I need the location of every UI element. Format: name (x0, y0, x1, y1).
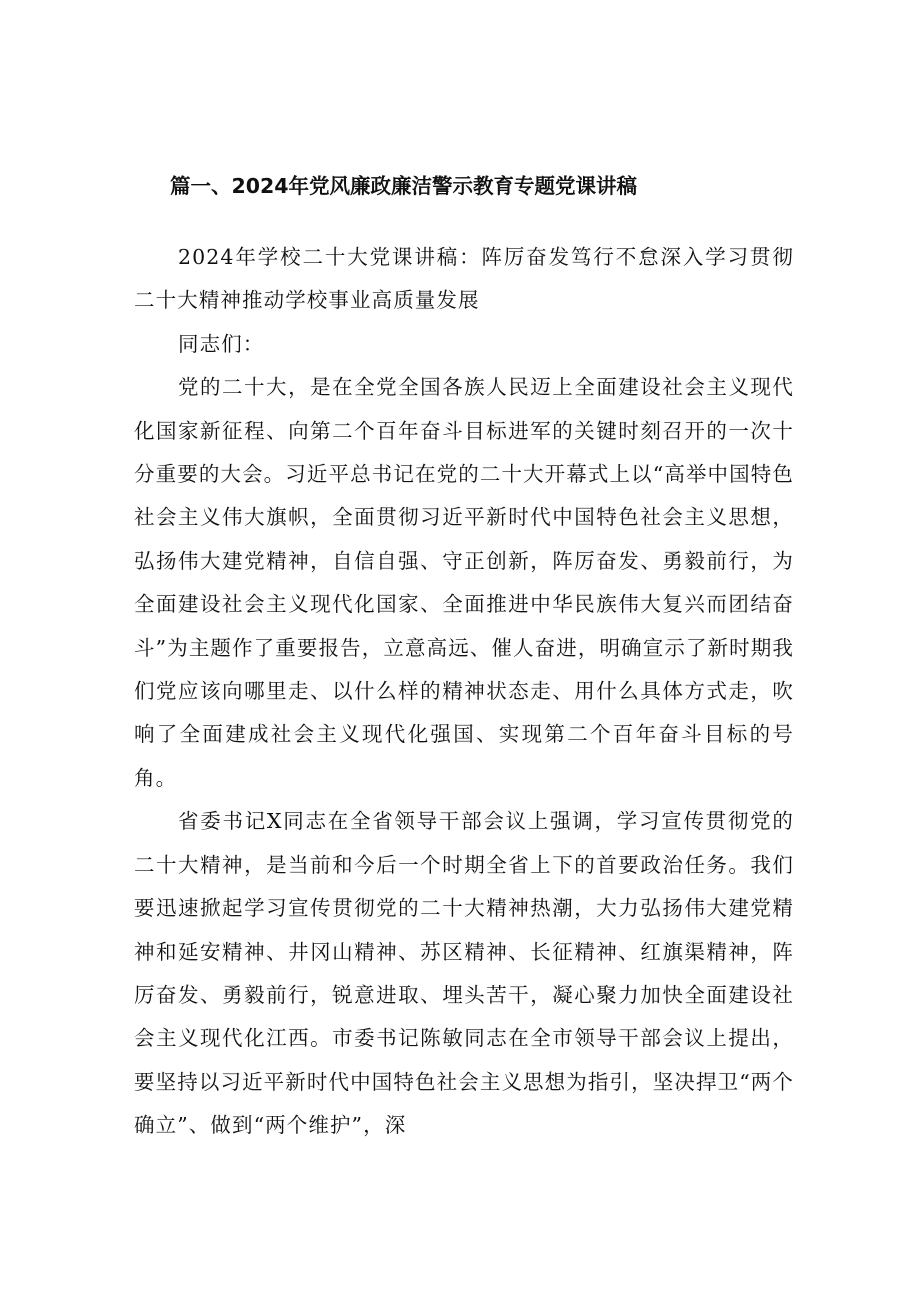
paragraph-2: 省委书记X同志在全省领导干部会议上强调，学习宣传贯彻党的二十大精神，是当前和今后一个时期全省上下的首要政治任务。我们要迅速掀起学习宣传贯彻党的二十大精神热潮，大力弘扬伟大建党精神和延安精神、井冈山精神、苏区精神、长征精神、红旗渠精神，阵厉奋发、勇毅前行，锐意进取、埋头苦干，凝心聚力加快全面建设社会主义现代化江西。市委书记陈敏同志在全市领导干部会议上提出，要坚持以习近平新时代中国特色社会主义思想为指引，坚决捍卫“两个确立”、做到“两个维护”，深 (134, 809, 794, 1138)
greeting: 同志们： (178, 331, 265, 356)
paragraph-1: 党的二十大，是在全党全国各族人民迈上全面建设社会主义现代化国家新征程、向第二个百年奋斗目标进军的关键时刻召开的一次十分重要的大会。习近平总书记在党的二十大开幕式上以“高举中国特色社会主义伟大旗帜，全面贯彻习近平新时代中国特色社会主义思想，弘扬伟大建党精神，自信自强、守正创新，阵厉奋发、勇毅前行，为全面建设社会主义现代化国家、全面推进中华民族伟大复兴而团结奋斗”为主题作了重要报告，立意高远、催人奋进，明确宣示了新时期我们党应该向哪里走、以什么样的精神状态走、用什么具体方式走，吹响了全面建成社会主义现代化强国、实现第二个百年奋斗目标的号角。 (134, 375, 794, 790)
document-body (134, 236, 794, 1148)
document-title: 篇一、2024年党风廉政廉洁警示教育专题党课讲稿 (170, 174, 638, 198)
document-subtitle: 2024年学校二十大党课讲稿：阵厉奋发笃行不怠深入学习贯彻二十大精神推动学校事业高质量发展 (134, 245, 794, 313)
